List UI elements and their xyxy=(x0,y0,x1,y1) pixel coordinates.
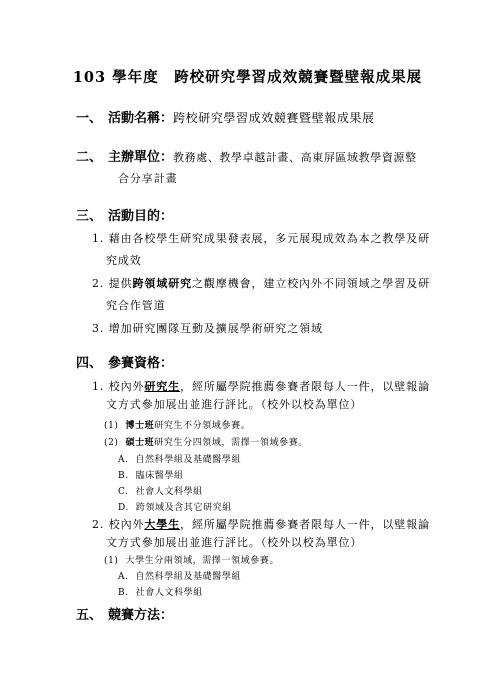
section-value: 教務處、教學卓越計畫、高東屏區域教學資源整 xyxy=(173,151,417,164)
section-activity-name xyxy=(76,107,375,126)
area-text: 自然科學組及基礎醫學組 xyxy=(135,455,242,465)
section-number: 一、 xyxy=(76,111,103,126)
area-letter: B. xyxy=(118,471,129,481)
item-number: 2. xyxy=(92,277,105,290)
list-item xyxy=(92,275,430,291)
area-letter: A. xyxy=(118,455,129,465)
item-text: 校內外 xyxy=(108,518,145,531)
area-letter: A. xyxy=(118,572,129,582)
item-text: 之觀摩機會，建立校內外不同領域之學習及研 xyxy=(192,277,431,290)
item-text: 藉由各校學生研究成果發表展，多元展現成效為本之教學及研 xyxy=(108,232,431,245)
section-value: 跨校研究學習成效競賽暨壁報成果展 xyxy=(173,111,375,125)
area-text: 自然科學組及基礎醫學組 xyxy=(135,572,242,582)
section-value-continued: 合分享計畫 xyxy=(118,172,178,185)
sub-item-number: (1) xyxy=(104,421,119,431)
item-number: 3. xyxy=(92,322,105,335)
document-title: 103 學年度 跨校研究學習成效競賽暨壁報成果展 xyxy=(72,69,423,86)
list-item xyxy=(92,378,430,394)
section-number: 四、 xyxy=(76,356,103,371)
section-number: 三、 xyxy=(76,209,103,224)
area-letter: D. xyxy=(118,503,129,513)
area-text: 跨領域及含其它研究組 xyxy=(135,503,232,513)
section-organizer xyxy=(76,146,417,165)
item-text: 校內外 xyxy=(108,380,145,393)
sub-item-emphasis: 碩士班 xyxy=(125,438,155,448)
sub-item-emphasis: 博士班 xyxy=(125,421,155,431)
area-item xyxy=(118,500,232,513)
area-item xyxy=(118,452,241,465)
sub-item-number: (2) xyxy=(104,438,119,448)
item-text-continued: 究合作管道 xyxy=(106,299,166,312)
area-text: 社會人文科學組 xyxy=(135,588,203,598)
area-item xyxy=(118,585,203,598)
item-number: 1. xyxy=(92,232,105,245)
sub-item-text: 研究生不分領域參賽。 xyxy=(154,421,251,431)
item-text-continued: 文方式參加展出並進行評比。（校外以校為單位） xyxy=(106,398,363,411)
area-item xyxy=(118,569,241,582)
sub-item-number: (1) xyxy=(104,556,119,566)
section-label: 競賽方法： xyxy=(108,608,174,623)
item-text: 增加研究團隊互動及擴展學術研究之領域 xyxy=(108,322,323,335)
list-item xyxy=(92,320,323,336)
section-label: 活動名稱： xyxy=(108,111,174,126)
item-emphasis: 跨領域研究 xyxy=(132,277,193,290)
item-text-continued: 文方式參加展出並進行評比。（校外以校為單位） xyxy=(106,536,363,549)
item-number: 1. xyxy=(92,380,105,393)
list-item xyxy=(92,516,430,532)
list-item xyxy=(92,230,430,246)
area-item xyxy=(118,484,203,497)
item-text: 提供 xyxy=(108,277,133,290)
area-text: 社會人文科學組 xyxy=(135,487,203,497)
item-number: 2. xyxy=(92,518,105,531)
sub-item-text: 研究生分四領域，需擇一領域參賽。 xyxy=(154,438,308,448)
section-label: 主辦單位： xyxy=(108,150,174,165)
item-text: ，經所屬學院推薦參賽者限每人一件，以壁報論 xyxy=(180,380,431,393)
section-number: 二、 xyxy=(76,150,103,165)
section-label: 活動目的： xyxy=(108,209,174,224)
section-label: 參賽資格： xyxy=(108,356,174,371)
item-text-continued: 究成效 xyxy=(106,254,142,267)
section-competition-method xyxy=(76,604,173,623)
sub-item xyxy=(104,435,308,448)
section-number: 五、 xyxy=(76,608,103,623)
area-text: 臨床醫學組 xyxy=(135,471,184,481)
item-text: ，經所屬學院推薦參賽者限每人一件，以壁報論 xyxy=(180,518,431,531)
section-eligibility xyxy=(76,352,173,371)
item-emphasis: 大學生 xyxy=(144,518,181,531)
sub-item xyxy=(104,418,250,431)
section-purpose xyxy=(76,205,173,224)
area-letter: C. xyxy=(118,487,129,497)
area-letter: B. xyxy=(118,588,129,598)
area-item xyxy=(118,468,184,481)
sub-item xyxy=(104,553,279,566)
sub-item-text: 大學生分兩領域，需擇一領域參賽。 xyxy=(125,556,280,566)
item-emphasis: 研究生 xyxy=(144,380,181,393)
